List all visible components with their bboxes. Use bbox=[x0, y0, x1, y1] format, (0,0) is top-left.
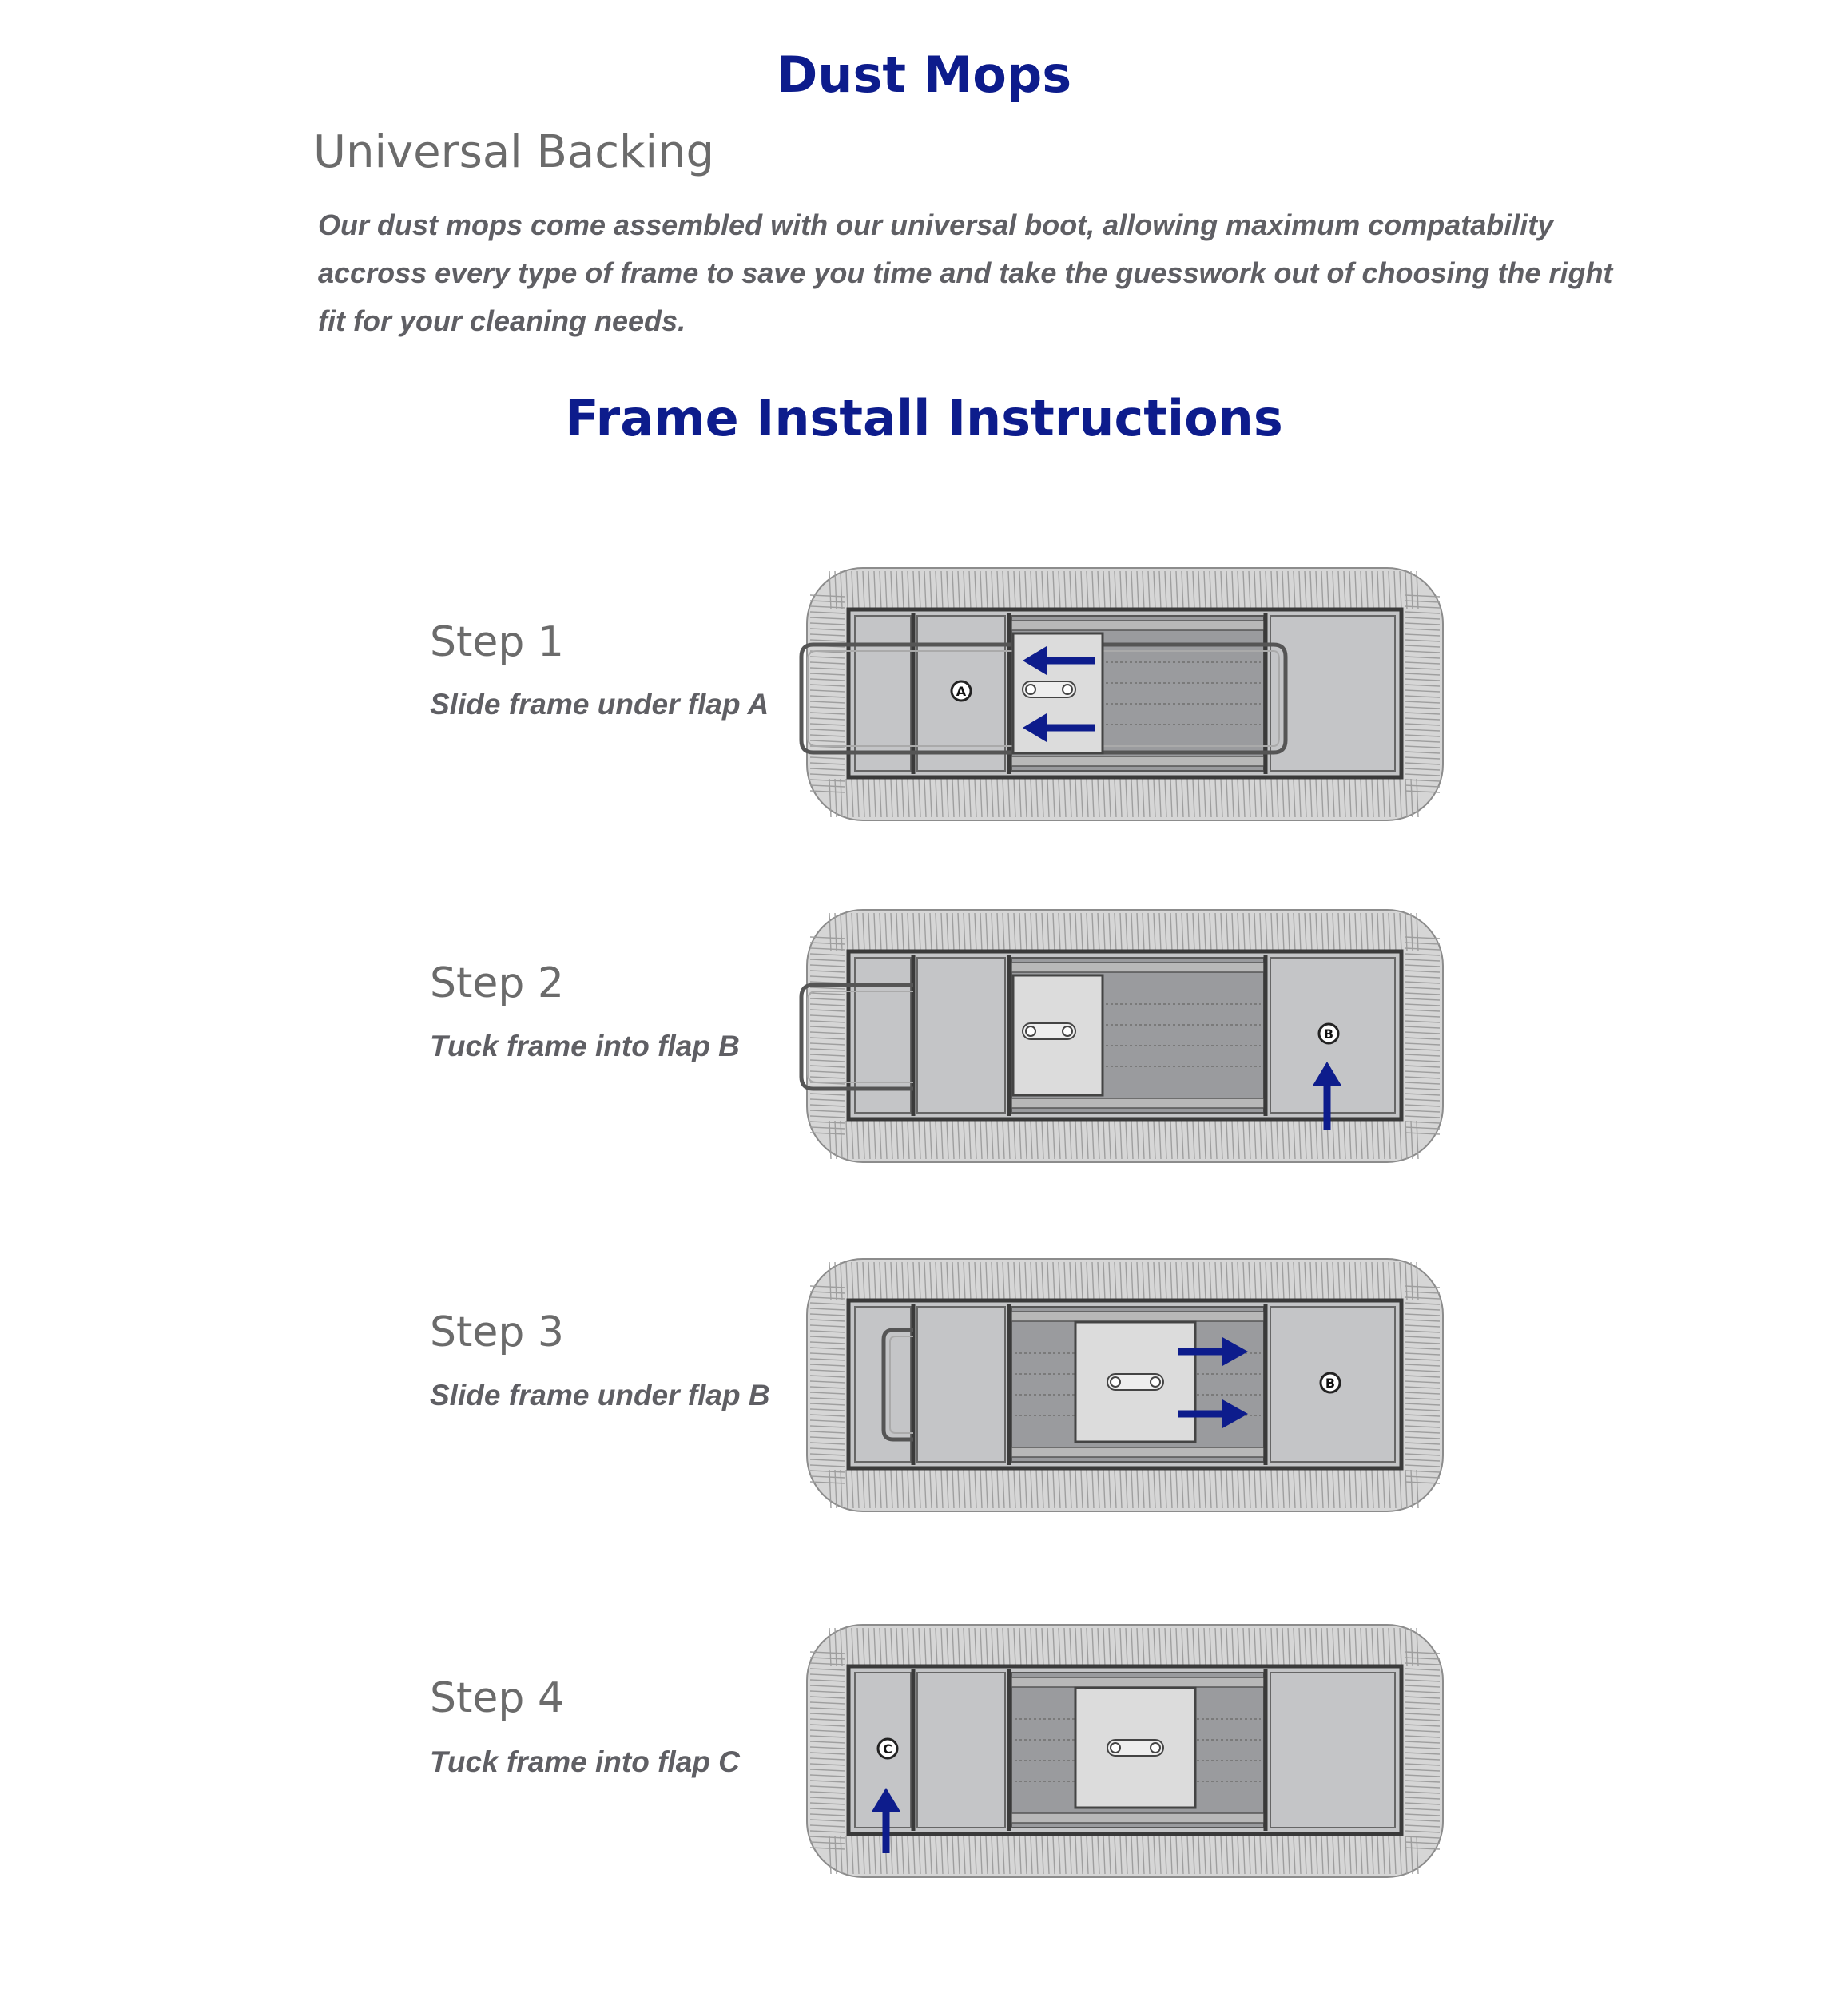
step-1-diagram bbox=[797, 563, 1453, 827]
step-title: Step 2 bbox=[430, 959, 565, 1007]
frame-plate bbox=[1013, 975, 1103, 1095]
frame-plate bbox=[1013, 633, 1103, 753]
step-title: Step 1 bbox=[430, 618, 565, 666]
step-description: Tuck frame into flap B bbox=[430, 1030, 740, 1062]
flap-a-marker bbox=[952, 681, 971, 701]
mop-pad bbox=[807, 568, 1443, 820]
frame-plate bbox=[1075, 1688, 1195, 1808]
intro-paragraph: Our dust mops come assembled with our universal boot, allowing maximum compatability accross every type of frame to save you time and take the guesswork out of choosing the right fit for your cleaning needs. bbox=[318, 208, 1613, 337]
svg-text:C: C bbox=[883, 1741, 892, 1757]
svg-text:B: B bbox=[1325, 1376, 1336, 1391]
step-title: Step 3 bbox=[430, 1308, 565, 1356]
step-3-diagram bbox=[797, 1254, 1453, 1518]
flap-b-marker bbox=[1319, 1024, 1338, 1043]
subtitle: Universal Backing bbox=[313, 126, 715, 178]
step-2-diagram bbox=[797, 905, 1453, 1169]
svg-text:A: A bbox=[956, 684, 967, 699]
step-description: Slide frame under flap B bbox=[430, 1379, 770, 1411]
flap-c-marker bbox=[878, 1739, 897, 1758]
step-title: Step 4 bbox=[430, 1674, 565, 1722]
step-description: Tuck frame into flap C bbox=[430, 1745, 740, 1778]
page-title: Dust Mops bbox=[776, 46, 1072, 104]
section-title: Frame Install Instructions bbox=[565, 389, 1283, 447]
svg-text:B: B bbox=[1323, 1026, 1334, 1042]
step-4-diagram bbox=[797, 1620, 1453, 1884]
step-description: Slide frame under flap A bbox=[430, 688, 769, 721]
flap-b-marker bbox=[1321, 1373, 1340, 1392]
frame-plate bbox=[1075, 1322, 1195, 1442]
mop-pad bbox=[807, 910, 1443, 1162]
